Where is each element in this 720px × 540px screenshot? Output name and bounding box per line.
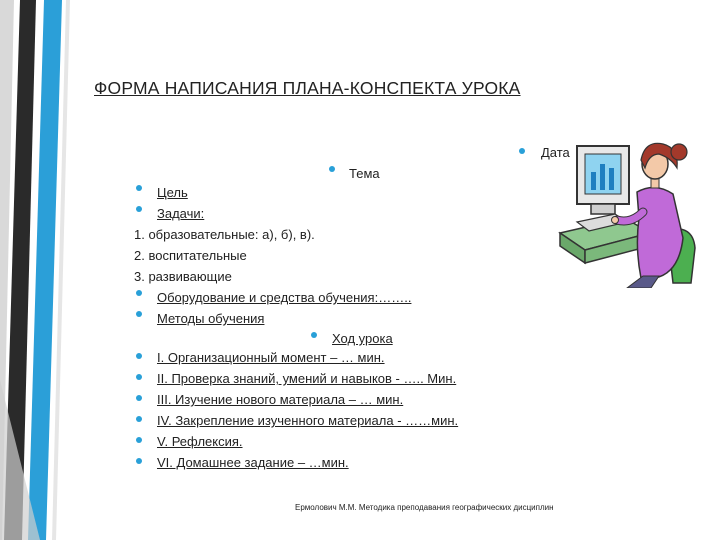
methods-label: Методы обучения <box>157 311 265 326</box>
tasks-label: Задачи: <box>157 206 205 221</box>
stage-item: VI. Домашнее задание – …мин. <box>157 455 349 470</box>
bullet <box>136 185 142 191</box>
stage-item: I. Организационный момент – … мин. <box>157 350 385 365</box>
footer-credit: Ермолович М.М. Методика преподавания географических дисциплин <box>295 503 554 512</box>
bullet <box>136 290 142 296</box>
equipment-label: Оборудование и средства обучения:…….. <box>157 290 412 305</box>
task-upbringing: 2. воспитательные <box>134 248 247 263</box>
bullet <box>136 206 142 212</box>
stage-item: III. Изучение нового материала – … мин. <box>157 392 404 407</box>
stage-item: IV. Закрепление изученного материала - ……мин. <box>157 413 459 428</box>
lesson-heading: Ход урока <box>332 331 393 346</box>
bullet <box>311 332 317 338</box>
page-title: ФОРМА НАПИСАНИЯ ПЛАНА-КОНСПЕКТА УРОКА <box>94 78 521 98</box>
date-label: Дата <box>541 145 570 160</box>
bullet <box>519 148 525 154</box>
topic-label: Тема <box>349 166 380 181</box>
goal-label: Цель <box>157 185 188 200</box>
left-decorative-bars <box>0 0 90 540</box>
stage-item: V. Рефлексия. <box>157 434 243 449</box>
bullet <box>136 416 142 422</box>
bullet <box>136 395 142 401</box>
bullet <box>136 353 142 359</box>
bullet <box>136 374 142 380</box>
task-developing: 3. развивающие <box>134 269 232 284</box>
woman-at-computer-illustration <box>555 138 705 288</box>
bullet <box>136 458 142 464</box>
bullet <box>329 166 335 172</box>
bullet <box>136 437 142 443</box>
bullet <box>136 311 142 317</box>
stage-item: II. Проверка знаний, умений и навыков - ….. Мин. <box>157 371 457 386</box>
task-educational: 1. образовательные: а), б), в). <box>134 227 315 242</box>
